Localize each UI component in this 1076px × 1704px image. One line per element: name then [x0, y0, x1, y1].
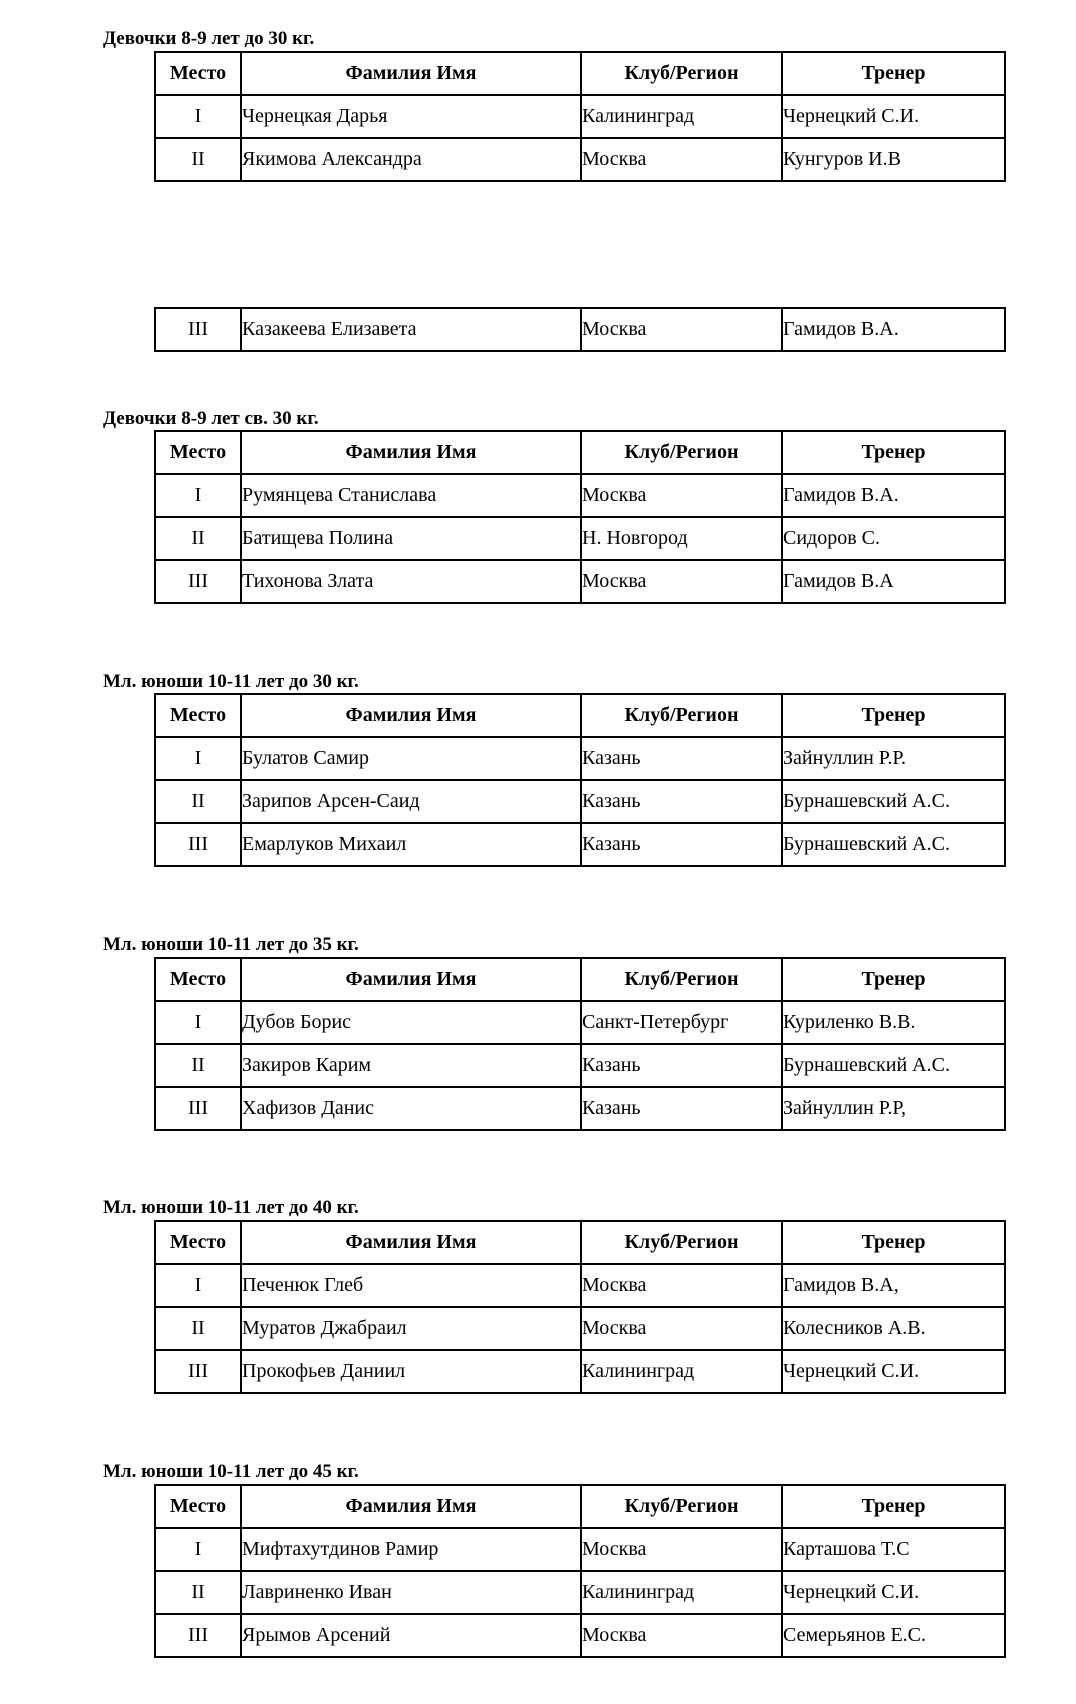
name-cell: Казакеева Елизавета: [241, 308, 581, 351]
name-cell: Закиров Карим: [241, 1044, 581, 1087]
header-club: Клуб/Регион: [581, 1485, 782, 1528]
table-row: [155, 1307, 1005, 1350]
table-row: [155, 308, 1005, 351]
header-club: Клуб/Регион: [581, 958, 782, 1001]
table-row: [155, 138, 1005, 181]
results-table: [154, 1484, 1006, 1658]
club-cell: Москва: [581, 1614, 782, 1657]
header-place: Место: [155, 1485, 241, 1528]
club-cell: Калининград: [581, 1350, 782, 1393]
header-coach: Тренер: [782, 52, 1005, 95]
club-cell: Калининград: [581, 95, 782, 138]
header-coach: Тренер: [782, 694, 1005, 737]
header-coach: Тренер: [782, 1221, 1005, 1264]
place-cell: II: [155, 780, 241, 823]
name-cell: Дубов Борис: [241, 1001, 581, 1044]
place-cell: III: [155, 823, 241, 866]
table-header-row: [155, 52, 1005, 95]
club-cell: Казань: [581, 780, 782, 823]
coach-cell: Карташова Т.С: [782, 1528, 1005, 1571]
header-name: Фамилия Имя: [241, 1221, 581, 1264]
club-cell: Москва: [581, 1264, 782, 1307]
results-table: [154, 430, 1006, 604]
coach-cell: Куриленко В.В.: [782, 1001, 1005, 1044]
section-title: Мл. юноши 10-11 лет до 35 кг.: [103, 934, 359, 955]
club-cell: Москва: [581, 560, 782, 603]
place-cell: III: [155, 1087, 241, 1130]
section-title: Девочки 8-9 лет до 30 кг.: [103, 28, 315, 49]
results-table: [154, 1220, 1006, 1394]
name-cell: Емарлуков Михаил: [241, 823, 581, 866]
name-cell: Зарипов Арсен-Саид: [241, 780, 581, 823]
coach-cell: Гамидов В.А.: [782, 308, 1005, 351]
place-cell: II: [155, 517, 241, 560]
coach-cell: Чернецкий С.И.: [782, 1350, 1005, 1393]
results-table-continued: [154, 307, 1006, 352]
place-cell: II: [155, 1044, 241, 1087]
table-row: [155, 1001, 1005, 1044]
results-table: [154, 957, 1006, 1131]
header-club: Клуб/Регион: [581, 694, 782, 737]
place-cell: I: [155, 737, 241, 780]
coach-cell: Гамидов В.А,: [782, 1264, 1005, 1307]
coach-cell: Колесников А.В.: [782, 1307, 1005, 1350]
coach-cell: Чернецкий С.И.: [782, 95, 1005, 138]
table-row: [155, 560, 1005, 603]
table-header-row: [155, 694, 1005, 737]
place-cell: I: [155, 95, 241, 138]
coach-cell: Семерьянов Е.С.: [782, 1614, 1005, 1657]
header-place: Место: [155, 431, 241, 474]
club-cell: Калининград: [581, 1571, 782, 1614]
place-cell: III: [155, 308, 241, 351]
header-club: Клуб/Регион: [581, 52, 782, 95]
name-cell: Лавриненко Иван: [241, 1571, 581, 1614]
header-place: Место: [155, 1221, 241, 1264]
club-cell: Н. Новгород: [581, 517, 782, 560]
table-row: [155, 95, 1005, 138]
club-cell: Казань: [581, 737, 782, 780]
name-cell: Муратов Джабраил: [241, 1307, 581, 1350]
table-row: [155, 1087, 1005, 1130]
club-cell: Казань: [581, 823, 782, 866]
name-cell: Румянцева Станислава: [241, 474, 581, 517]
coach-cell: Чернецкий С.И.: [782, 1571, 1005, 1614]
place-cell: I: [155, 1001, 241, 1044]
club-cell: Казань: [581, 1087, 782, 1130]
coach-cell: Кунгуров И.В: [782, 138, 1005, 181]
header-name: Фамилия Имя: [241, 431, 581, 474]
name-cell: Батищева Полина: [241, 517, 581, 560]
table-row: [155, 517, 1005, 560]
place-cell: I: [155, 1528, 241, 1571]
coach-cell: Зайнуллин Р.Р,: [782, 1087, 1005, 1130]
name-cell: Тихонова Злата: [241, 560, 581, 603]
header-name: Фамилия Имя: [241, 958, 581, 1001]
table-row: [155, 1044, 1005, 1087]
section-title: Мл. юноши 10-11 лет до 45 кг.: [103, 1461, 359, 1482]
table-row: [155, 474, 1005, 517]
coach-cell: Сидоров С.: [782, 517, 1005, 560]
results-table: [154, 693, 1006, 867]
place-cell: III: [155, 560, 241, 603]
coach-cell: Гамидов В.А: [782, 560, 1005, 603]
table-header-row: [155, 431, 1005, 474]
header-place: Место: [155, 958, 241, 1001]
header-coach: Тренер: [782, 1485, 1005, 1528]
place-cell: II: [155, 1307, 241, 1350]
name-cell: Якимова Александра: [241, 138, 581, 181]
coach-cell: Бурнашевский А.С.: [782, 823, 1005, 866]
place-cell: III: [155, 1350, 241, 1393]
header-coach: Тренер: [782, 431, 1005, 474]
header-club: Клуб/Регион: [581, 1221, 782, 1264]
coach-cell: Зайнуллин Р.Р.: [782, 737, 1005, 780]
section-title: Мл. юноши 10-11 лет до 30 кг.: [103, 671, 359, 692]
club-cell: Москва: [581, 1528, 782, 1571]
table-row: [155, 1350, 1005, 1393]
table-row: [155, 1571, 1005, 1614]
name-cell: Мифтахутдинов Рамир: [241, 1528, 581, 1571]
section-title: Мл. юноши 10-11 лет до 40 кг.: [103, 1197, 359, 1218]
header-name: Фамилия Имя: [241, 1485, 581, 1528]
coach-cell: Гамидов В.А.: [782, 474, 1005, 517]
name-cell: Хафизов Данис: [241, 1087, 581, 1130]
place-cell: II: [155, 1571, 241, 1614]
name-cell: Чернецкая Дарья: [241, 95, 581, 138]
section-title: Девочки 8-9 лет св. 30 кг.: [103, 408, 319, 429]
table-row: [155, 823, 1005, 866]
club-cell: Москва: [581, 1307, 782, 1350]
table-row: [155, 737, 1005, 780]
header-name: Фамилия Имя: [241, 52, 581, 95]
place-cell: I: [155, 474, 241, 517]
name-cell: Печенюк Глеб: [241, 1264, 581, 1307]
club-cell: Казань: [581, 1044, 782, 1087]
table-row: [155, 780, 1005, 823]
coach-cell: Бурнашевский А.С.: [782, 780, 1005, 823]
club-cell: Москва: [581, 138, 782, 181]
header-name: Фамилия Имя: [241, 694, 581, 737]
header-place: Место: [155, 694, 241, 737]
table-row: [155, 1614, 1005, 1657]
name-cell: Ярымов Арсений: [241, 1614, 581, 1657]
place-cell: II: [155, 138, 241, 181]
club-cell: Москва: [581, 474, 782, 517]
header-place: Место: [155, 52, 241, 95]
results-table: [154, 51, 1006, 182]
table-row: [155, 1264, 1005, 1307]
name-cell: Прокофьев Даниил: [241, 1350, 581, 1393]
place-cell: III: [155, 1614, 241, 1657]
header-club: Клуб/Регион: [581, 431, 782, 474]
place-cell: I: [155, 1264, 241, 1307]
header-coach: Тренер: [782, 958, 1005, 1001]
table-header-row: [155, 958, 1005, 1001]
name-cell: Булатов Самир: [241, 737, 581, 780]
table-header-row: [155, 1485, 1005, 1528]
table-header-row: [155, 1221, 1005, 1264]
coach-cell: Бурнашевский А.С.: [782, 1044, 1005, 1087]
table-row: [155, 1528, 1005, 1571]
club-cell: Москва: [581, 308, 782, 351]
club-cell: Санкт-Петербург: [581, 1001, 782, 1044]
